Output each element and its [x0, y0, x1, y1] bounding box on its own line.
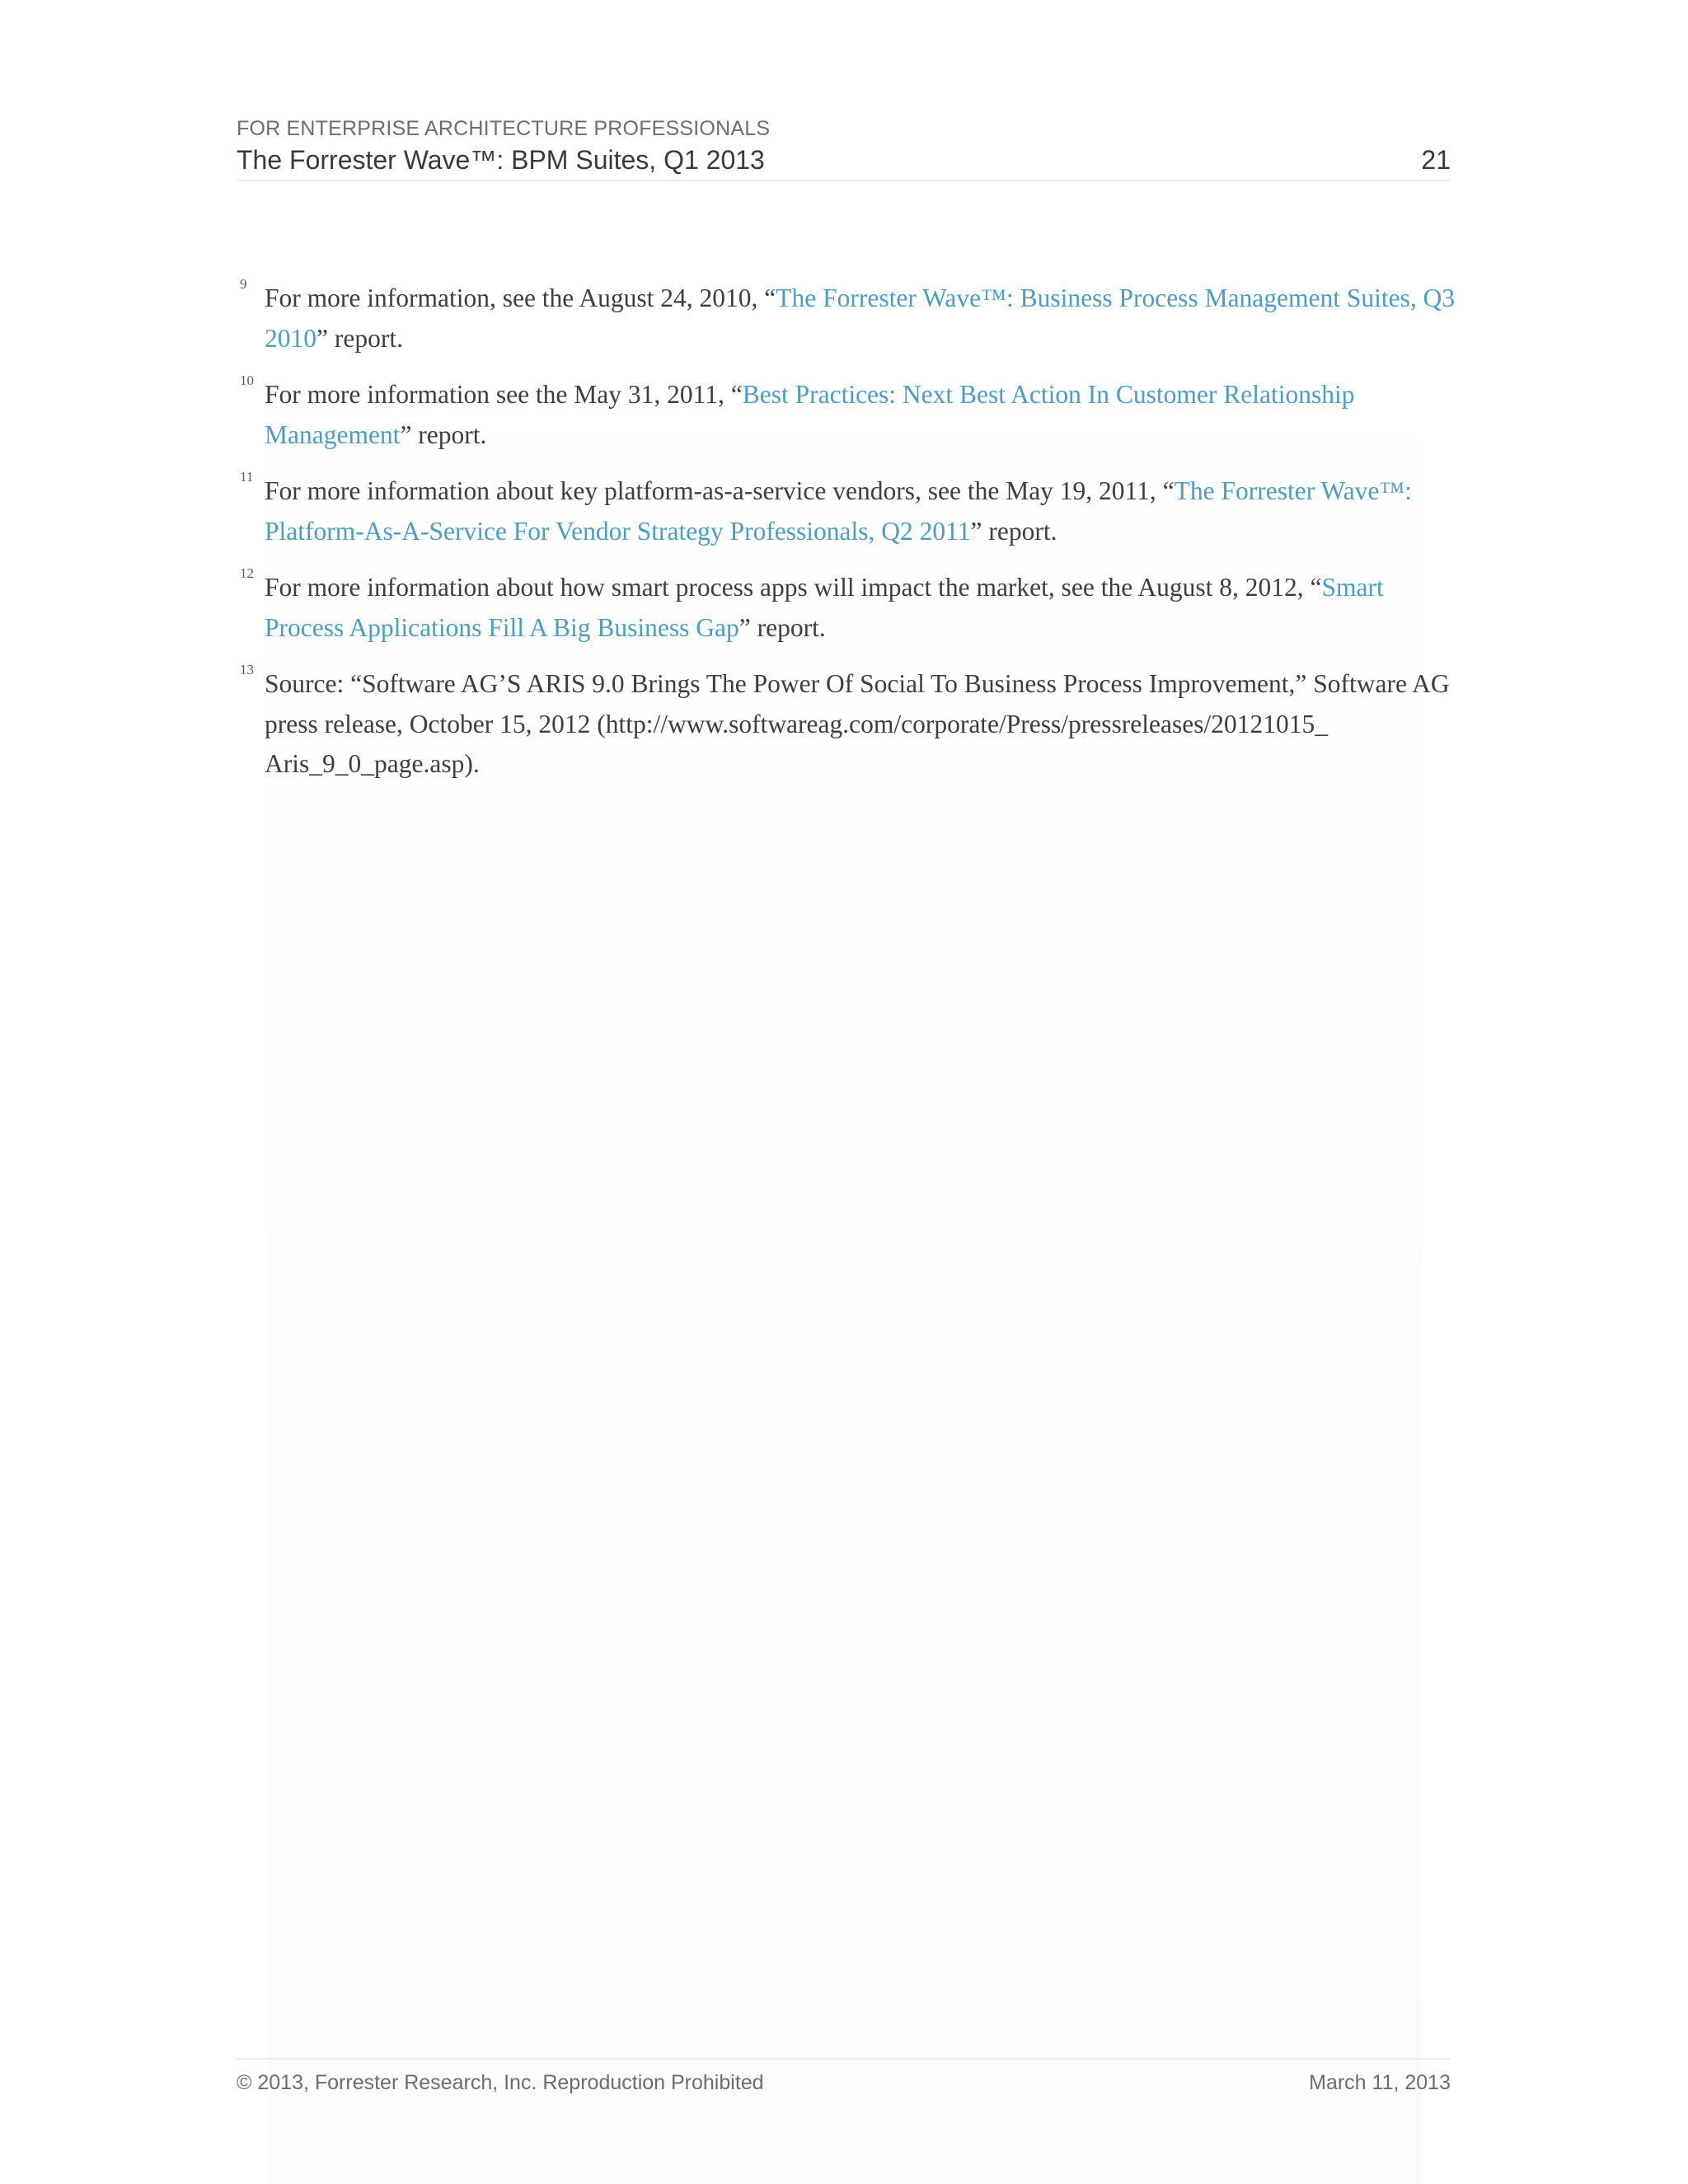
- endnote-9: [237, 276, 1456, 359]
- endnote-text: For more information, see the August 24, 2010, “: [265, 284, 776, 312]
- endnote-number: 12: [240, 565, 254, 581]
- endnote-number: 9: [240, 276, 247, 292]
- endnote-10: [237, 375, 1456, 455]
- endnote-text: ” report.: [738, 612, 826, 642]
- endnote-text: For more information see the May 31, 2011, “: [265, 380, 743, 409]
- report-title: The Forrester Wave™: BPM Suites, Q1 2013: [237, 145, 765, 175]
- page-header: [237, 114, 1451, 181]
- endnote-report-link[interactable]: The Forrester Wave™: Platform-As-A-Service For Vendor Strategy Professionals, Q2 2011: [265, 476, 1413, 546]
- endnote-text: ” report.: [400, 419, 487, 449]
- endnote-number: 11: [240, 469, 254, 485]
- endnote-text: ” report.: [970, 516, 1057, 546]
- page-footer: [237, 2058, 1451, 2101]
- endnote-text: ” report.: [316, 323, 403, 353]
- header-kicker: FOR ENTERPRISE ARCHITECTURE PROFESSIONALS: [237, 117, 771, 140]
- endnotes-list: [237, 276, 1456, 801]
- endnote-report-link[interactable]: Best Practices: Next Best Action In Customer Relationship Management: [265, 380, 1355, 449]
- endnote-text: For more information about how smart process apps will impact the market, see the August 8, 2012, “: [265, 573, 1322, 602]
- endnote-text: Source: “Software AG’S ARIS 9.0 Brings The Power Of Social To Business Process Improvement,” Software AG press release, October 15, 2012 (http://www.softwareag.com/corporate/Press/pressreleases/20121015_ Aris_9_0_page.asp).: [265, 669, 1450, 778]
- copyright-notice: © 2013, Forrester Research, Inc. Reproduction Prohibited: [237, 2071, 764, 2094]
- publication-date: March 11, 2013: [1309, 2071, 1451, 2094]
- page-number: 21: [1421, 145, 1451, 175]
- endnote-12: [237, 565, 1456, 648]
- endnote-report-link[interactable]: The Forrester Wave™: Business Process Management Suites, Q3 2010: [265, 284, 1456, 353]
- endnote-13: [237, 664, 1456, 785]
- endnote-report-link[interactable]: Smart Process Applications Fill A Big Business Gap: [265, 573, 1384, 642]
- endnote-11: [237, 471, 1456, 551]
- endnote-number: 13: [240, 662, 254, 677]
- endnote-number: 10: [240, 373, 254, 388]
- endnote-text: For more information about key platform-as-a-service vendors, see the May 19, 2011, “: [265, 476, 1175, 505]
